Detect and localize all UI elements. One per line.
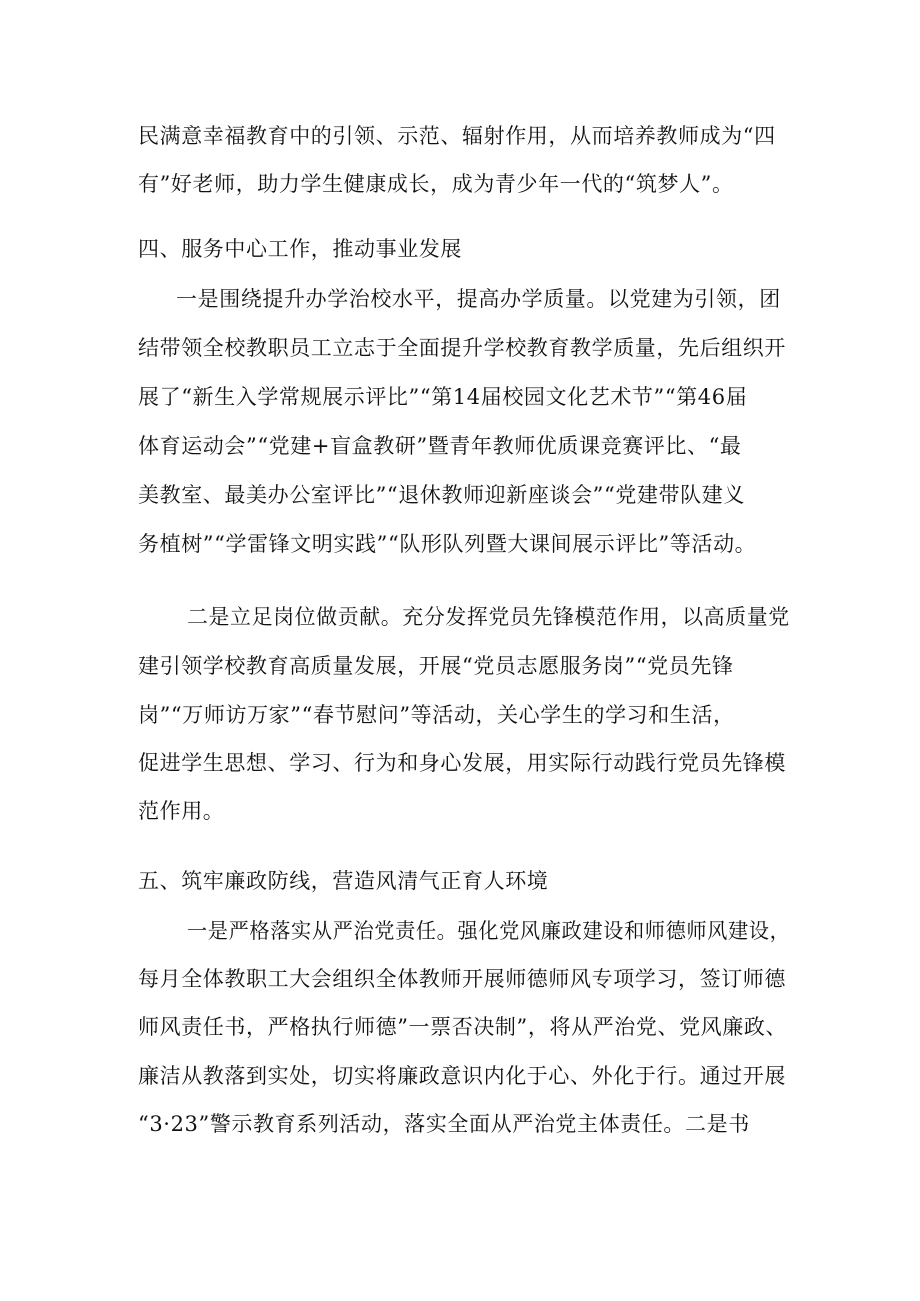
body-text-line: “3·23”警示教育系列活动，落实全面从严治党主体责任。二是书: [138, 1112, 750, 1136]
body-text-line: 促进学生思想、学习、行为和身心发展，用实际行动践行党员先锋模: [138, 751, 786, 775]
body-text-line: 有”好老师，助力学生健康成长，成为青少年一代的“筑梦人”。: [138, 172, 734, 196]
body-text-line: 范作用。: [138, 799, 225, 823]
body-text-line: 建引领学校教育高质量发展，开展“党员志愿服务岗”“党员先锋: [138, 654, 734, 678]
body-text-line: 务植树”“学雷锋文明实践”“队形队列暨大课间展示评比”等活动。: [138, 532, 757, 556]
body-text-line: 体育运动会”“党建+盲盒教研”暨青年教师优质课竞赛评比、“最: [138, 434, 742, 458]
body-text-line: 美教室、最美办公室评比”“退休教师迎新座谈会”“党建带队建义: [138, 483, 745, 507]
body-text-line: 展了“新生入学常规展示评比”“第14届校园文化艺术节”“第46届: [138, 385, 748, 409]
body-text-line: 一是围绕提升办学治校水平，提高办学质量。以党建为引领，团: [176, 287, 781, 311]
body-text-line: 二是立足岗位做贡献。充分发挥党员先锋模范作用，以高质量党: [187, 605, 790, 629]
section-heading: 四、服务中心工作，推动事业发展: [138, 237, 462, 261]
body-text-line: 民满意幸福教育中的引领、示范、辐射作用，从而培养教师成为“四: [138, 124, 776, 148]
body-text-line: 师风责任书，严格执行师德”一票否决制”，将从严治党、党风廉政、: [138, 1015, 788, 1039]
body-text-line: 廉洁从教落到实处，切实将廉政意识内化于心、外化于行。通过开展: [138, 1064, 786, 1088]
body-text-line: 结带领全校教职员工立志于全面提升学校教育教学质量，先后组织开: [138, 336, 786, 360]
body-text-line: 岗”“万师访万家”“春节慰问”等活动，关心学生的学习和生活，: [138, 703, 735, 727]
body-text-line: 一是严格落实从严治党责任。强化党风廉政建设和师德师风建设，: [187, 919, 791, 943]
section-heading: 五、筑牢廉政防线，营造风清气正育人环境: [138, 869, 549, 893]
body-text-line: 每月全体教职工大会组织全体教师开展师德师风专项学习，签订师德: [138, 967, 786, 991]
